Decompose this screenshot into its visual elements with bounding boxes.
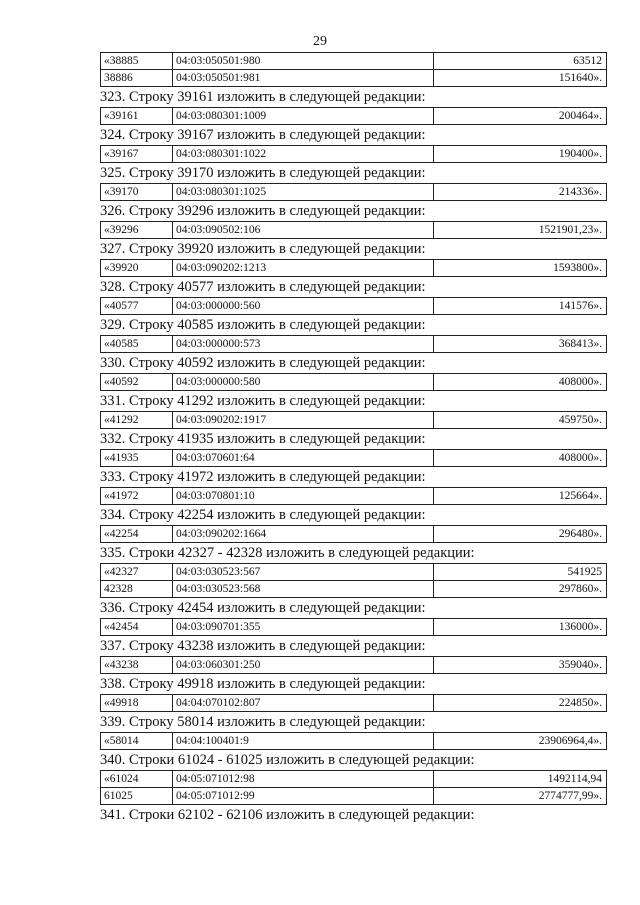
value-cell: 368413». (434, 336, 607, 353)
cadastral-number-cell: 04:03:080301:1009 (173, 108, 434, 125)
table-row (101, 771, 607, 788)
amendment-table (100, 145, 607, 163)
amendment-table (100, 487, 607, 505)
row-number-cell: «38885 (101, 53, 173, 70)
table-row (101, 581, 607, 598)
amendment-table (100, 373, 607, 391)
row-number-cell: «42454 (101, 619, 173, 636)
table-row (101, 564, 607, 581)
amendment-block (100, 712, 606, 750)
value-cell: 1593800». (434, 260, 607, 277)
table-row (101, 733, 607, 750)
amendment-table (100, 732, 607, 750)
amendment-table (100, 335, 607, 353)
value-cell: 224850». (434, 695, 607, 712)
cadastral-number-cell: 04:03:090701:355 (173, 619, 434, 636)
amendment-heading: 332. Строку 41935 изложить в следующей редакции: (100, 431, 426, 447)
amendment-heading: 329. Строку 40585 изложить в следующей редакции: (100, 317, 426, 333)
amendment-heading: 339. Строку 58014 изложить в следующей редакции: (100, 714, 426, 730)
cadastral-number-cell: 04:03:090502:106 (173, 222, 434, 239)
row-number-cell: «39170 (101, 184, 173, 201)
value-cell: 136000». (434, 619, 607, 636)
amendment-table (100, 618, 607, 636)
amendment-table (100, 297, 607, 315)
amendment-table (100, 52, 607, 87)
value-cell: 541925 (434, 564, 607, 581)
value-cell: 63512 (434, 53, 607, 70)
amendment-block (100, 315, 606, 353)
cadastral-number-cell: 04:03:050501:981 (173, 70, 434, 87)
cadastral-number-cell: 04:03:090202:1917 (173, 412, 434, 429)
amendment-heading: 325. Строку 39170 изложить в следующей редакции: (100, 165, 426, 181)
value-cell: 200464». (434, 108, 607, 125)
value-cell: 151640». (434, 70, 607, 87)
value-cell: 297860». (434, 581, 607, 598)
amendment-table (100, 221, 607, 239)
amendment-block (100, 52, 606, 87)
amendment-block (100, 598, 606, 636)
row-number-cell: «39920 (101, 260, 173, 277)
value-cell: 296480». (434, 526, 607, 543)
table-row (101, 526, 607, 543)
amendment-block (100, 674, 606, 712)
amendment-heading: 330. Строку 40592 изложить в следующей редакции: (100, 355, 426, 371)
cadastral-number-cell: 04:03:080301:1022 (173, 146, 434, 163)
row-number-cell: «41935 (101, 450, 173, 467)
table-row (101, 374, 607, 391)
table-row (101, 53, 607, 70)
cadastral-number-cell: 04:03:070601:64 (173, 450, 434, 467)
value-cell: 1521901,23». (434, 222, 607, 239)
cadastral-number-cell: 04:05:071012:98 (173, 771, 434, 788)
value-cell: 1492114,94 (434, 771, 607, 788)
page-number: 29 (313, 34, 327, 49)
amendment-block (100, 87, 606, 125)
table-row (101, 619, 607, 636)
amendment-table (100, 525, 607, 543)
table-row (101, 146, 607, 163)
row-number-cell: «42327 (101, 564, 173, 581)
cadastral-number-cell: 04:03:000000:580 (173, 374, 434, 391)
row-number-cell: «49918 (101, 695, 173, 712)
table-row (101, 695, 607, 712)
table-row (101, 222, 607, 239)
table-row (101, 336, 607, 353)
amendment-heading: 338. Строку 49918 изложить в следующей редакции: (100, 676, 426, 692)
value-cell: 125664». (434, 488, 607, 505)
cadastral-number-cell: 04:03:000000:560 (173, 298, 434, 315)
value-cell: 214336». (434, 184, 607, 201)
amendment-heading: 341. Строки 62102 - 62106 изложить в следующей редакции: (100, 807, 475, 823)
amendment-table (100, 563, 607, 598)
amendment-table (100, 411, 607, 429)
cadastral-number-cell: 04:04:100401:9 (173, 733, 434, 750)
amendment-table (100, 259, 607, 277)
row-number-cell: «39296 (101, 222, 173, 239)
cadastral-number-cell: 04:03:030523:568 (173, 581, 434, 598)
amendment-heading: 337. Строку 43238 изложить в следующей редакции: (100, 638, 426, 654)
amendment-heading: 333. Строку 41972 изложить в следующей редакции: (100, 469, 426, 485)
amendment-heading: 335. Строки 42327 - 42328 изложить в следующей редакции: (100, 545, 475, 561)
row-number-cell: «58014 (101, 733, 173, 750)
amendment-table (100, 449, 607, 467)
value-cell: 190400». (434, 146, 607, 163)
amendment-block (100, 505, 606, 543)
amendment-heading: 326. Строку 39296 изложить в следующей редакции: (100, 203, 426, 219)
cadastral-number-cell: 04:03:050501:980 (173, 53, 434, 70)
amendment-heading: 336. Строку 42454 изложить в следующей редакции: (100, 600, 426, 616)
amendment-block (100, 163, 606, 201)
table-row (101, 412, 607, 429)
amendment-block (100, 543, 606, 598)
row-number-cell: «40585 (101, 336, 173, 353)
row-number-cell: «40592 (101, 374, 173, 391)
amendment-block (100, 750, 606, 805)
amendment-block (100, 353, 606, 391)
row-number-cell: «41972 (101, 488, 173, 505)
table-row (101, 70, 607, 87)
amendment-heading: 327. Строку 39920 изложить в следующей редакции: (100, 241, 426, 257)
table-row (101, 450, 607, 467)
row-number-cell: «42254 (101, 526, 173, 543)
row-number-cell: «43238 (101, 657, 173, 674)
row-number-cell: 38886 (101, 70, 173, 87)
value-cell: 408000». (434, 450, 607, 467)
amendment-block (100, 125, 606, 163)
cadastral-number-cell: 04:03:060301:250 (173, 657, 434, 674)
amendment-heading: 328. Строку 40577 изложить в следующей редакции: (100, 279, 426, 295)
amendment-block (100, 429, 606, 467)
amendment-table (100, 770, 607, 805)
table-row (101, 488, 607, 505)
amendment-block (100, 239, 606, 277)
value-cell: 2774777,99». (434, 788, 607, 805)
amendment-table (100, 656, 607, 674)
cadastral-number-cell: 04:03:030523:567 (173, 564, 434, 581)
table-row (101, 298, 607, 315)
amendment-block (100, 277, 606, 315)
value-cell: 141576». (434, 298, 607, 315)
cadastral-number-cell: 04:05:071012:99 (173, 788, 434, 805)
row-number-cell: 61025 (101, 788, 173, 805)
cadastral-number-cell: 04:04:070102:807 (173, 695, 434, 712)
value-cell: 359040». (434, 657, 607, 674)
amendment-block (100, 467, 606, 505)
value-cell: 23906964,4». (434, 733, 607, 750)
row-number-cell: «39167 (101, 146, 173, 163)
amendment-table (100, 183, 607, 201)
value-cell: 408000». (434, 374, 607, 391)
row-number-cell: «40577 (101, 298, 173, 315)
amendments-list (100, 52, 606, 825)
value-cell: 459750». (434, 412, 607, 429)
amendment-block (100, 636, 606, 674)
cadastral-number-cell: 04:03:000000:573 (173, 336, 434, 353)
row-number-cell: «39161 (101, 108, 173, 125)
amendment-heading: 323. Строку 39161 изложить в следующей редакции: (100, 89, 426, 105)
table-row (101, 108, 607, 125)
table-row (101, 184, 607, 201)
cadastral-number-cell: 04:03:070801:10 (173, 488, 434, 505)
table-row (101, 657, 607, 674)
table-row (101, 788, 607, 805)
amendment-table (100, 107, 607, 125)
cadastral-number-cell: 04:03:080301:1025 (173, 184, 434, 201)
cadastral-number-cell: 04:03:090202:1213 (173, 260, 434, 277)
amendment-heading: 324. Строку 39167 изложить в следующей редакции: (100, 127, 426, 143)
table-row (101, 260, 607, 277)
amendment-block (100, 201, 606, 239)
amendment-block (100, 391, 606, 429)
row-number-cell: «41292 (101, 412, 173, 429)
amendment-table (100, 694, 607, 712)
cadastral-number-cell: 04:03:090202:1664 (173, 526, 434, 543)
row-number-cell: 42328 (101, 581, 173, 598)
row-number-cell: «61024 (101, 771, 173, 788)
amendment-heading: 334. Строку 42254 изложить в следующей редакции: (100, 507, 426, 523)
amendment-heading: 340. Строки 61024 - 61025 изложить в следующей редакции: (100, 752, 475, 768)
amendment-heading: 331. Строку 41292 изложить в следующей редакции: (100, 393, 426, 409)
amendment-block (100, 805, 606, 825)
